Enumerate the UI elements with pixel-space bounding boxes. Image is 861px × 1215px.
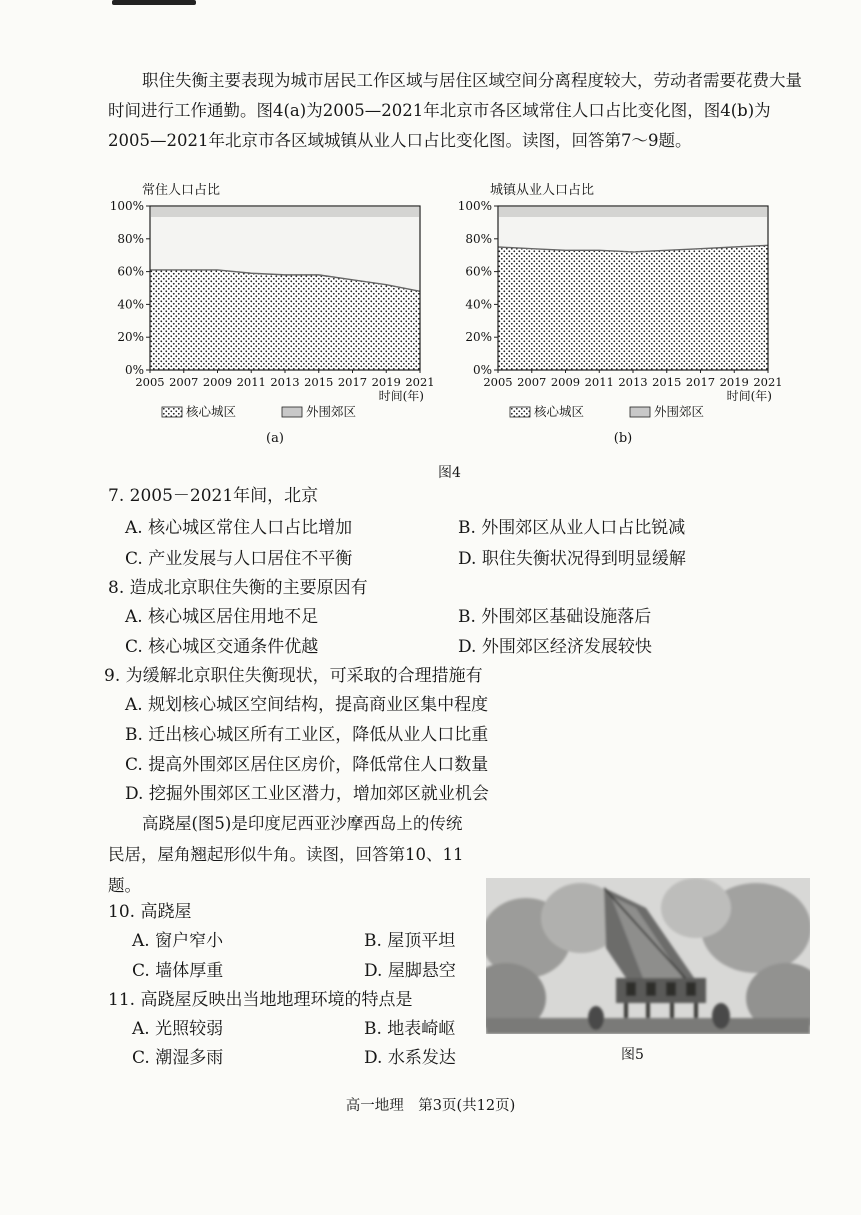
x-tick-label: 2015: [304, 375, 334, 389]
question-9-stem: 9. 为缓解北京职住失衡现状，可采取的合理措施有: [104, 666, 483, 686]
figure5-caption: 图5: [621, 1047, 644, 1063]
x-tick-label: 2013: [618, 375, 648, 389]
question-9-option-c: C. 提高外围郊区居住区房价，降低常住人口数量: [125, 755, 489, 775]
intro-paragraph: [108, 66, 808, 156]
legend-label-suburbs: 外围郊区: [654, 404, 705, 419]
question-7-option-d: D. 职住失衡状况得到明显缓解: [458, 549, 686, 569]
chart-b-svg: [448, 180, 793, 450]
x-tick-label: 2005: [135, 375, 165, 389]
y-tick-label: 60%: [465, 264, 492, 279]
question-11-option-d: D. 水系发达: [364, 1048, 456, 1068]
question-7-option-c: C. 产业发展与人口居住不平衡: [125, 549, 353, 569]
question-9-option-a: A. 规划核心城区空间结构，提高商业区集中程度: [125, 695, 489, 715]
question-10-option-a: A. 窗户窄小: [132, 931, 224, 951]
y-tick-label: 20%: [465, 330, 492, 345]
area-core-district: [150, 270, 420, 370]
x-tick-label: 2021: [753, 375, 783, 389]
legend-swatch-suburbs: [630, 407, 650, 417]
legend-swatch-suburbs: [282, 407, 302, 417]
chart-employed-population: [448, 180, 793, 450]
x-tick-label: 2017: [337, 375, 368, 389]
y-tick-label: 40%: [465, 297, 492, 312]
x-tick-label: 2005: [483, 375, 513, 389]
x-tick-label: 2019: [371, 375, 401, 389]
legend-swatch-core: [510, 407, 530, 417]
x-tick-label: 2021: [405, 375, 435, 389]
question-8-option-d: D. 外围郊区经济发展较快: [458, 637, 652, 657]
y-tick-label: 100%: [457, 199, 492, 213]
y-tick-label: 100%: [109, 199, 144, 213]
intro2-paragraph: [108, 808, 478, 901]
y-tick-label: 80%: [117, 231, 144, 246]
question-8-stem: 8. 造成北京职住失衡的主要原因有: [108, 578, 368, 598]
y-tick-label: 0%: [472, 363, 492, 377]
y-tick-label: 40%: [117, 297, 144, 312]
x-tick-label: 2011: [584, 375, 614, 389]
stilt-house-illustration: [486, 878, 810, 1034]
question-11-option-a: A. 光照较弱: [132, 1019, 224, 1039]
area-outer-band: [499, 207, 767, 217]
legend-label-suburbs: 外围郊区: [306, 404, 357, 419]
question-9-option-b: B. 迁出核心城区所有工业区，降低从业人口比重: [125, 725, 489, 745]
question-10-option-b: B. 屋顶平坦: [364, 931, 456, 951]
x-axis-label: 时间(年): [726, 389, 772, 403]
y-tick-label: 80%: [465, 231, 492, 246]
x-tick-label: 2009: [550, 375, 581, 389]
scan-mark: [112, 0, 196, 5]
page-footer: 高一地理 第3页(共12页): [345, 1098, 516, 1114]
question-10-stem: 10. 高跷屋: [108, 902, 192, 922]
y-tick-label: 20%: [117, 330, 144, 345]
question-10-option-d: D. 屋脚悬空: [364, 961, 456, 981]
question-8-option-a: A. 核心城区居住用地不足: [125, 607, 319, 627]
x-tick-label: 2017: [685, 375, 716, 389]
legend-label-core: 核心城区: [534, 404, 585, 419]
legend-label-core: 核心城区: [186, 404, 237, 419]
x-tick-label: 2009: [202, 375, 233, 389]
chart-title: 常住人口占比: [142, 183, 221, 198]
stilt-house-photo: [486, 878, 810, 1034]
y-tick-label: 60%: [117, 264, 144, 279]
chart-title: 城镇从业人口占比: [490, 183, 595, 198]
area-core-district: [498, 245, 768, 370]
question-8-option-c: C. 核心城区交通条件优越: [125, 637, 319, 657]
question-9-option-d: D. 挖掘外围郊区工业区潜力，增加郊区就业机会: [125, 784, 489, 804]
y-tick-label: 0%: [124, 363, 144, 377]
figure4-caption: 图4: [438, 465, 461, 481]
question-7-option-a: A. 核心城区常住人口占比增加: [125, 518, 353, 538]
intro2-text: 高跷屋(图5)是印度尼西亚沙摩西岛上的传统民居，屋角翘起形似牛角。读图，回答第10、11题。: [108, 814, 464, 895]
question-11-option-b: B. 地表崎岖: [364, 1019, 456, 1039]
chart-subcaption: (a): [266, 431, 284, 446]
x-tick-label: 2013: [270, 375, 300, 389]
x-tick-label: 2019: [719, 375, 749, 389]
chart-resident-population: [100, 180, 445, 450]
chart-a-svg: [100, 180, 445, 450]
x-tick-label: 2007: [517, 375, 547, 389]
area-outer-band: [151, 207, 419, 217]
legend-swatch-core: [162, 407, 182, 417]
x-axis-label: 时间(年): [378, 389, 424, 403]
x-tick-label: 2011: [236, 375, 266, 389]
question-7-option-b: B. 外围郊区从业人口占比锐减: [458, 518, 686, 538]
question-10-option-c: C. 墙体厚重: [132, 961, 224, 981]
question-11-option-c: C. 潮湿多雨: [132, 1048, 224, 1068]
chart-subcaption: (b): [613, 431, 633, 446]
intro-text: 职住失衡主要表现为城市居民工作区域与居住区域空间分离程度较大，劳动者需要花费大量时间进行工作通勤。图4(a)为2005—2021年北京市各区域常住人口占比变化图，图4(b)为2005—2021年北京市各区域城镇从业人口占比变化图。读图，回答第7～9题。: [108, 71, 802, 150]
question-7-stem: 7. 2005－2021年间，北京: [108, 486, 319, 506]
x-tick-label: 2015: [652, 375, 682, 389]
x-tick-label: 2007: [169, 375, 199, 389]
question-8-option-b: B. 外围郊区基础设施落后: [458, 607, 652, 627]
question-11-stem: 11. 高跷屋反映出当地地理环境的特点是: [108, 990, 413, 1010]
